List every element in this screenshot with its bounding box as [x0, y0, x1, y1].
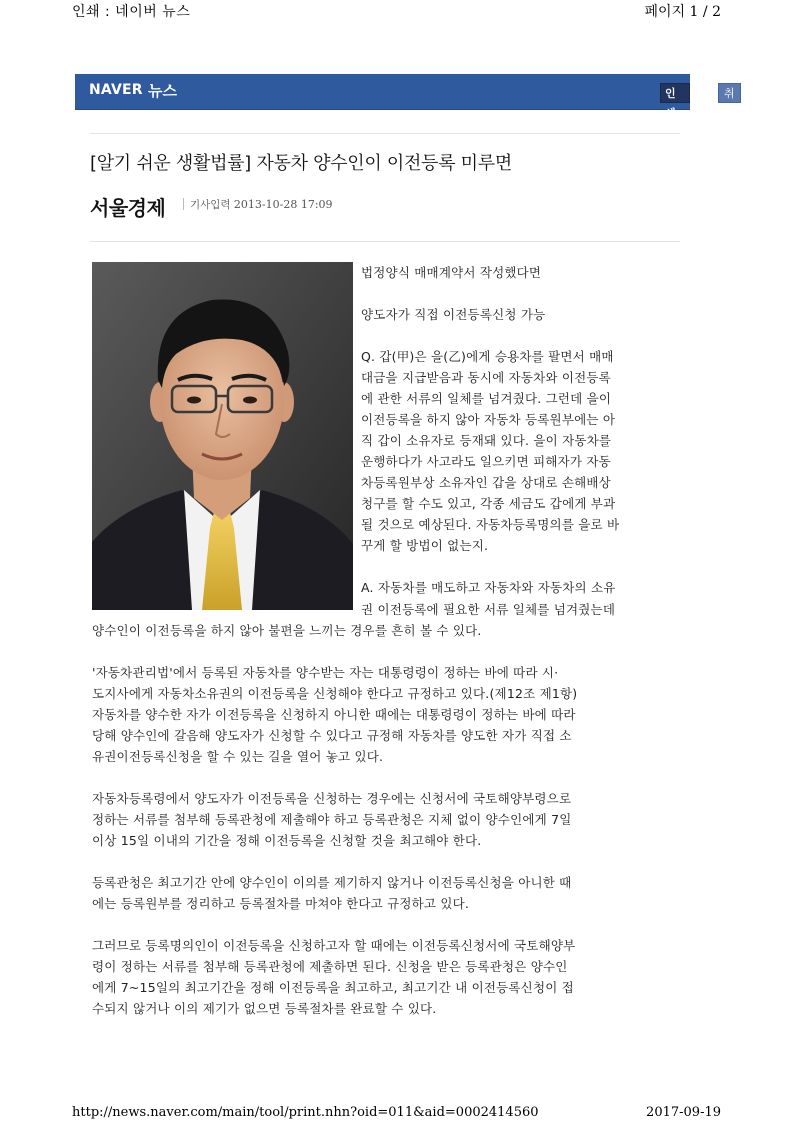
paragraph-gap: [92, 851, 684, 872]
article-line: 차등록원부상 소유자인 갑을 상대로 손해배상: [361, 475, 611, 490]
naver-news-bar: [75, 74, 735, 160]
paragraph-gap: [92, 767, 684, 788]
article-line: 에게 7~15일의 최고기간을 정해 이전등록을 최고하고, 최고기간 내 이전등록신청이 접: [92, 980, 574, 995]
article-line: 이전등록을 하지 않아 자동차 등록원부에는 아: [361, 412, 616, 427]
article-line: 당해 양수인에 갈음해 양도자가 신청할 수 있다고 규정해 자동차를 양도한 자가 직접 소: [92, 728, 572, 743]
paragraph-gap: [361, 325, 682, 346]
portrait-image: [92, 262, 353, 610]
input-label: 기사입력: [190, 199, 231, 211]
article-line: 도지사에게 자동차소유권의 이전등록을 신청해야 한다고 규정하고 있다.(제12조 제1항): [92, 686, 578, 701]
press-logo: 서울경제: [90, 196, 166, 220]
print-title: 인쇄 : 네이버 뉴스: [72, 4, 191, 20]
print-header: [0, 0, 793, 22]
article-line: 양도자가 직접 이전등록신청 가능: [361, 307, 546, 322]
article-line: 양수인이 이전등록을 하지 않아 불편을 느끼는 경우를 흔히 볼 수 있다.: [92, 623, 482, 638]
article-body-right-column: [361, 262, 682, 598]
article-line: 수되지 않거나 이의 제기가 없으면 등록절차를 완료할 수 있다.: [92, 1001, 437, 1016]
input-datetime: 2013-10-28 17:09: [233, 198, 333, 211]
paragraph-gap: [92, 641, 684, 662]
paragraph-gap: [92, 914, 684, 935]
news-section-label[interactable]: 뉴스: [148, 82, 177, 100]
footer-date: 2017-09-19: [646, 1105, 721, 1120]
paragraph-gap: [361, 283, 682, 304]
article-photo: [92, 262, 353, 610]
article-line: Q. 갑(甲)은 을(乙)에게 승용차를 팔면서 매매: [361, 349, 614, 364]
article-line: 이상 15일 이내의 기간을 정해 이전등록을 신청할 것을 최고해야 한다.: [92, 833, 482, 848]
article-line: 그러므로 등록명의인이 이전등록을 신청하고자 할 때에는 이전등록신청서에 국토해양부: [92, 938, 576, 953]
article-line: 자동차를 양수한 자가 이전등록을 신청하지 아니한 때에는 대통령령이 정하는 바에 따라: [92, 707, 576, 722]
footer-url: http://news.naver.com/main/tool/print.nhn?oid=011&aid=0002414560: [72, 1105, 539, 1120]
article-line: 운행하다가 사고라도 일으키면 피해자가 자동: [361, 454, 611, 469]
article-body-full-width: [92, 599, 684, 1019]
cancel-button[interactable]: 취소: [718, 83, 741, 103]
article-line: 에 관한 서류의 일체를 넘겨줬다. 그런데 을이: [361, 391, 612, 406]
article-line: 법정양식 매매계약서 작성했다면: [361, 265, 542, 280]
paragraph-gap: [361, 556, 682, 577]
article-line: 될 것으로 예상된다. 자동차등록명의를 을로 바: [361, 517, 620, 532]
article-line: 대금을 지급받음과 동시에 자동차와 이전등록: [361, 370, 611, 385]
page-indicator: 페이지 1 / 2: [644, 4, 721, 20]
article-line: 유권이전등록신청을 할 수 있는 길을 열어 놓고 있다.: [92, 749, 384, 764]
byline-separator: [183, 198, 184, 210]
article-line: 정하는 서류를 첨부해 등록관청에 제출해야 하고 등록관청은 지체 없이 양수인에게 7일: [92, 812, 572, 827]
divider: [90, 133, 680, 134]
article-line: 령이 정하는 서류를 첨부해 등록관청에 제출하면 된다. 신청을 받은 등록관청은 양수인: [92, 959, 568, 974]
divider: [90, 241, 680, 242]
article-line: 직 갑이 소유자로 등재돼 있다. 을이 자동차를: [361, 433, 612, 448]
article-line: A. 자동차를 매도하고 자동차와 자동차의 소유: [361, 580, 616, 595]
article-paragraph: [92, 662, 684, 767]
article-line: 등록관청은 최고기간 안에 양수인이 이의를 제기하지 않거나 이전등록신청을 아니한 때: [92, 875, 572, 890]
article-line: 자동차등록령에서 양도자가 이전등록을 신청하는 경우에는 신청서에 국토해양부령으로: [92, 791, 572, 806]
article-line: '자동차관리법'에서 등록된 자동차를 양수받는 자는 대통령령이 정하는 바에 따라 시·: [92, 665, 559, 680]
byline: [190, 197, 333, 212]
article-line: 에는 등록원부를 정리하고 등록절차를 마쳐야 한다고 규정하고 있다.: [92, 896, 470, 911]
article-line: 꾸게 할 방법이 없는지.: [361, 538, 489, 553]
naver-logo[interactable]: NAVER: [89, 82, 143, 98]
article-headline: [알기 쉬운 생활법률] 자동차 양수인이 이전등록 미루면: [90, 153, 512, 174]
article-paragraph: [92, 872, 684, 914]
article-paragraph: [92, 935, 684, 1019]
article-line: 청구를 할 수도 있고, 각종 세금도 갑에게 부과: [361, 496, 616, 511]
article-paragraph: [92, 788, 684, 851]
article-line: 권 이전등록에 필요한 서류 일체를 넘겨줬는데: [361, 602, 616, 617]
print-button[interactable]: 인쇄하기: [660, 83, 690, 103]
